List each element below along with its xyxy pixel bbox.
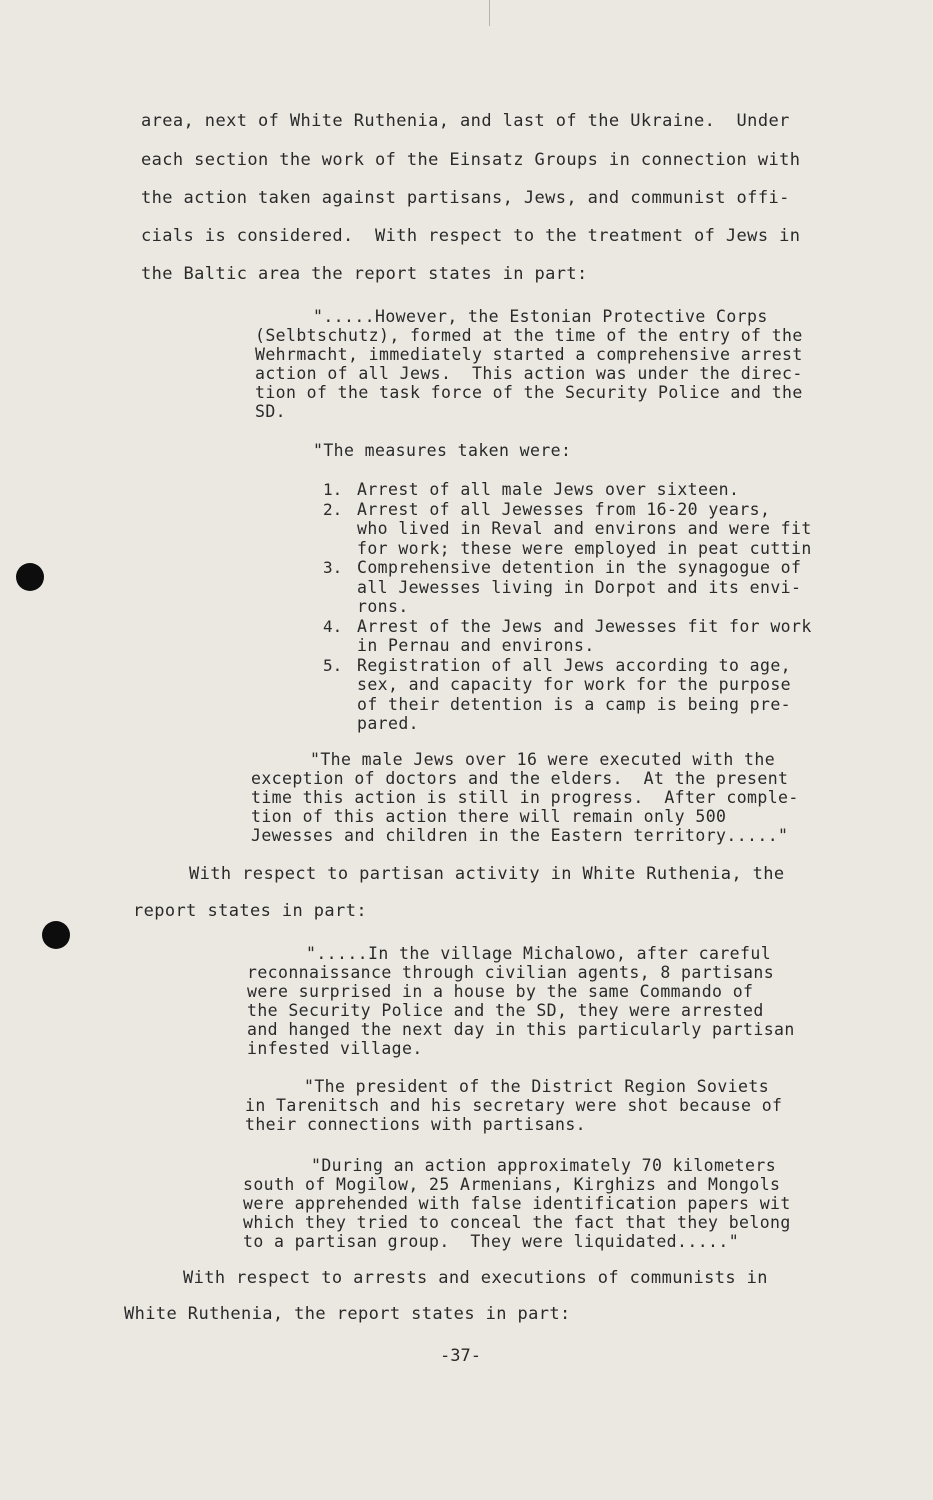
quote-paragraph: "The male Jews over 16 were executed with the exception of doctors and the elders. At the present time this action is still in progress. After comple- tion of this action there will remain only 500 Jewesses and children in the Eastern territory....." — [251, 750, 799, 845]
scan-mark — [489, 0, 490, 26]
item-text: Arrest of all Jewesses from 16-20 years, who lived in Reval and environs and were fit for work; these were employed in peat cuttin — [357, 499, 812, 558]
measures-list — [323, 480, 812, 734]
punch-hole-bottom — [42, 921, 70, 949]
body-line: report states in part: — [133, 901, 367, 921]
body-line: the action taken against partisans, Jews, and communist offi- — [141, 188, 790, 208]
item-number: 4. — [323, 616, 343, 636]
item-text: Arrest of the Jews and Jewesses fit for work in Pernau and environs. — [357, 616, 812, 655]
quote-line: action of all Jews. This action was under the direc- — [255, 364, 803, 383]
quote-paragraph: ".....In the village Michalowo, after careful reconnaissance through civilian agents, 8 partisans were surprised in a house by the same Commando of the Security Police and the SD, they were arrested and hanged the next day in this particularly partisan infested village. — [247, 944, 795, 1058]
list-item — [323, 500, 812, 559]
list-item — [323, 480, 812, 500]
body-line: cials is considered. With respect to the treatment of Jews in — [141, 226, 801, 246]
page-number: -37- — [440, 1346, 481, 1366]
quote-line: tion of the task force of the Security Police and the — [255, 383, 803, 402]
body-line: White Ruthenia, the report states in part: — [124, 1304, 571, 1324]
quote-paragraph: "The president of the District Region Soviets in Tarenitsch and his secretary were shot because of their connections with partisans. — [245, 1077, 783, 1134]
quote-paragraph: "During an action approximately 70 kilometers south of Mogilow, 25 Armenians, Kirghizs and Mongols were apprehended with false identification papers wit which they tried to conceal the fact that they belong to a partisan group. They were liquidated....." — [243, 1156, 791, 1251]
body-line: each section the work of the Einsatz Groups in connection with — [141, 150, 801, 170]
item-number: 5. — [323, 655, 343, 675]
body-line: With respect to partisan activity in White Ruthenia, the — [189, 864, 785, 884]
body-line: the Baltic area the report states in part: — [141, 264, 588, 284]
quote-line: (Selbtschutz), formed at the time of the entry of the — [255, 326, 803, 345]
item-text: Comprehensive detention in the synagogue of all Jewesses living in Dorpot and its envi- rons. — [357, 558, 802, 616]
body-line: With respect to arrests and executions of communists in — [183, 1268, 768, 1288]
item-text: Arrest of all male Jews over sixteen. — [357, 480, 740, 499]
item-number: 3. — [323, 558, 343, 577]
punch-hole-top — [16, 563, 44, 591]
item-text: Registration of all Jews according to age, sex, and capacity for work for the purpose of their detention is a camp is being pre- pared. — [357, 655, 792, 733]
measures-intro: "The measures taken were: — [313, 441, 572, 460]
quote-line: ".....However, the Estonian Protective Corps — [313, 307, 768, 326]
list-item — [323, 558, 812, 617]
quote-line: Wehrmacht, immediately started a comprehensive arrest — [255, 345, 803, 364]
list-item — [323, 656, 812, 734]
item-number: 2. — [323, 499, 343, 519]
body-line: area, next of White Ruthenia, and last of the Ukraine. Under — [141, 111, 790, 131]
quote-line: SD. — [255, 402, 287, 421]
list-item — [323, 617, 812, 656]
item-number: 1. — [323, 480, 343, 499]
